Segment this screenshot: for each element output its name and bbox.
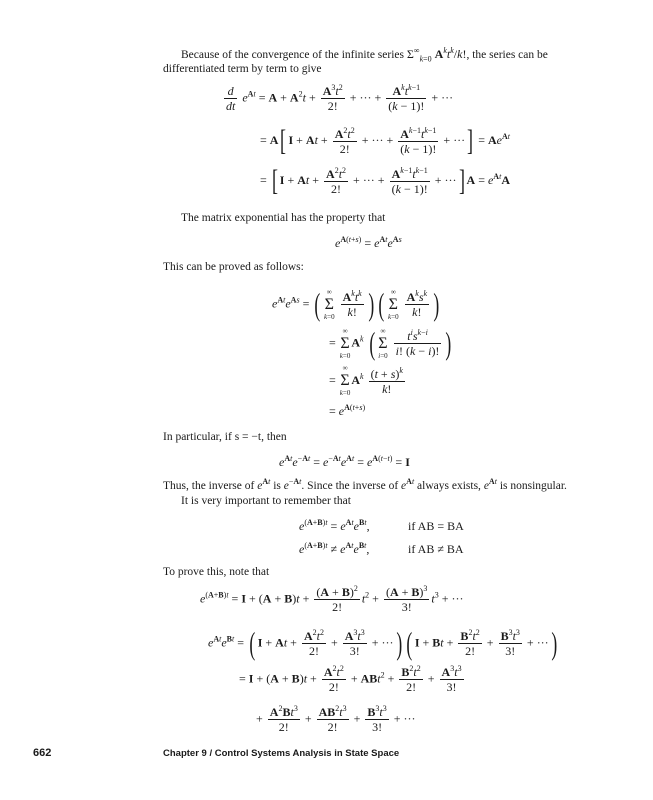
- important-remember-text: It is very important to remember that: [181, 495, 351, 507]
- commute-equation-neq: $e^{(A+B)t} \ne e^{At}e^{Bt}$,: [299, 541, 370, 556]
- commute-condition-neq: if AB ≠ BA: [408, 542, 464, 556]
- proof-equation-line4: = $e^{A(t+s)}$: [329, 403, 366, 418]
- expansion-equation-line2: $e^{At}e^{Bt}$ = ( I + At + $\frac{A^2t^2}{2!}$ + $\frac{A^3t^3}{3!}$ + ···) ( I + Bt + $\frac{B^2t^2}{2!}$ + $\frac{B^3t^3}{3!}$ + ···): [208, 625, 557, 661]
- commute-equation-eq: $e^{(A+B)t} = e^{At}e^{Bt}$,: [299, 518, 370, 533]
- to-prove-text: To prove this, note that: [163, 566, 270, 578]
- proof-equation-line2: = ∞ Σ k=0 $A^k$ ( ∞ Σ i=0 $\frac{t^is^{k-i}}{i! (k - i)!}$ ): [329, 325, 452, 361]
- inverse-statement: Thus, the inverse of $e^{At}$ is $e^{-At}$. Since the inverse of $e^{At}$ always exists, $e^{At}$ is nonsingular.: [163, 477, 567, 492]
- intro-paragraph-line1: Because of the convergence of the infinite series $\Sigma^\infty_{k=0}$ $A^kt^k/k$!, the series can be: [181, 46, 548, 64]
- derivative-equation-line3: = [ I + At + $\frac{A^2t^2}{2!}$ + ··· + $\frac{A^{k-1}t^{k-1}}{(k - 1)!}$ + ···] $A = e^{At}A$: [260, 164, 510, 197]
- derivative-equation-line1: $\frac{d}{dt}$ $e^{At} = A + A^2t$ + $\frac{A^3t^2}{2!}$ + ··· + $\frac{A^kt^{k-1}}{(k - 1)!}$ + ···: [226, 83, 454, 113]
- proved-as-follows-text: This can be proved as follows:: [163, 261, 304, 273]
- page-number: 662: [33, 747, 52, 759]
- expansion-equation-line3: = I + (A + B)t + $\frac{A^2t^2}{2!}$ + ABt$^2$ + $\frac{B^2t^2}{2!}$ + $\frac{A^3t^3}{3!}$: [239, 664, 462, 694]
- proof-equation-line1: $e^{At}e^{As}$ = ( ∞ Σ k=0 $\frac{A^kt^k}{k!}$ ) ( ∞ Σ k=0 $\frac{A^ks^k}{k!}$ ): [272, 286, 440, 322]
- matrix-exp-property-text: The matrix exponential has the property that: [181, 212, 386, 224]
- expansion-equation-line1: $e^{(A+B)t} = I + (A + B)t$ + $\frac{(A + B)^2}{2!}$ $t^2$ + $\frac{(A + B)^3}{3!}$ $t^3$ + ···: [200, 584, 464, 614]
- in-particular-text: In particular, if s = −t, then: [163, 431, 287, 443]
- intro-paragraph-line2: differentiated term by term to give: [163, 63, 322, 75]
- chapter-footer: Chapter 9 / Control Systems Analysis in State Space: [163, 748, 400, 759]
- proof-equation-line3: = ∞ Σ k=0 $A^k$ $\frac{(t + s)^k}{k!}$: [329, 364, 403, 397]
- commute-condition-eq: if AB = BA: [408, 519, 464, 533]
- matrix-exp-property-equation: $e^{A(t+s)} = e^{At}e^{As}$: [335, 235, 402, 250]
- expansion-equation-line4: + $\frac{A^2Bt^3}{2!}$ + $\frac{AB^2t^3}{2!}$ + $\frac{B^3t^3}{3!}$ + ···: [256, 704, 416, 734]
- inverse-identity-equation: $e^{At}e^{-At} = e^{-At}e^{At} = e^{A(t-t)} = I$: [279, 454, 410, 469]
- derivative-equation-line2: = A[ I + At + $\frac{A^2t^2}{2!}$ + ··· + $\frac{A^{k-1}t^{k-1}}{(k - 1)!}$ + ···] = $Ae^{At}$: [260, 124, 510, 157]
